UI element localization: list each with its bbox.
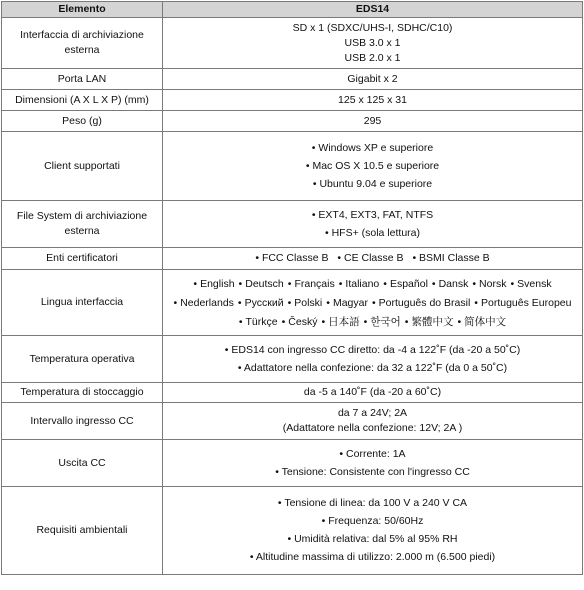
header-row	[2, 2, 583, 18]
language-item	[321, 314, 359, 330]
storage-value-sd: SD x 1 (SDXC/UHS-I, SDHC/C10)	[292, 21, 453, 34]
op-temp-item	[167, 343, 578, 358]
row-clients	[2, 132, 583, 201]
bullet-icon: •	[383, 277, 387, 290]
value-storage-temperature: da -5 a 140˚F (da -20 a 60˚C)	[163, 383, 583, 403]
bullet-icon: •	[281, 315, 286, 328]
cert-item-text: CE Classe B	[343, 252, 404, 264]
label-languages: Lingua interfaccia	[2, 270, 163, 336]
value-filesystem	[163, 201, 583, 248]
language-row	[167, 314, 578, 330]
filesystem-item	[167, 226, 578, 241]
row-filesystem	[2, 201, 583, 248]
bullet-icon: •	[371, 296, 376, 309]
row-operating-temperature	[2, 336, 583, 383]
language-label: Český	[288, 315, 318, 328]
row-languages	[2, 270, 583, 336]
language-item	[238, 295, 284, 311]
row-dc-input	[2, 403, 583, 440]
label-certifications: Enti certificatori	[2, 248, 163, 270]
language-label: Svensk	[517, 277, 552, 290]
label-filesystem: File System di archiviazione esterna	[2, 201, 163, 248]
filesystem-item-text: HFS+ (sola lettura)	[331, 226, 420, 239]
bullet-icon: •	[337, 252, 342, 264]
cert-item	[412, 251, 489, 266]
bullet-icon: •	[472, 277, 477, 290]
label-weight: Peso (g)	[2, 111, 163, 132]
bullet-icon: •	[404, 315, 409, 328]
client-item-text: Mac OS X 10.5 e superiore	[312, 159, 440, 172]
value-weight: 295	[163, 111, 583, 132]
language-item	[326, 295, 368, 311]
language-item	[472, 276, 506, 292]
language-row	[167, 276, 578, 292]
cert-item	[337, 251, 403, 266]
language-item	[383, 276, 428, 292]
header-element: Elemento	[2, 2, 163, 18]
value-storage-interface	[163, 18, 583, 69]
language-label: Dansk	[438, 277, 469, 290]
language-label: Nederlands	[180, 296, 234, 309]
bullet-icon: •	[238, 315, 243, 328]
row-dimensions	[2, 90, 583, 111]
environment-item	[167, 496, 578, 511]
environment-item-text: Frequenza: 50/60Hz	[328, 515, 424, 527]
bullet-icon: •	[412, 252, 417, 264]
op-temp-item-text: Adattatore nella confezione: da 32 a 122˚F (da 0 a 50˚C)	[243, 361, 508, 374]
header-model: EDS14	[163, 2, 583, 18]
value-languages	[163, 270, 583, 336]
language-item	[174, 295, 234, 311]
language-item	[457, 314, 506, 330]
label-dc-input: Intervallo ingresso CC	[2, 403, 163, 440]
cert-item	[255, 251, 328, 266]
label-clients: Client supportati	[2, 132, 163, 201]
bullet-icon: •	[363, 315, 368, 328]
bullet-icon: •	[287, 533, 292, 545]
label-lan: Porta LAN	[2, 69, 163, 90]
value-certifications	[163, 248, 583, 270]
dc-input-adapter: (Adattatore nella confezione: 12V; 2A )	[282, 422, 463, 434]
language-label: Français	[294, 277, 335, 290]
row-storage-temperature	[2, 383, 583, 403]
bullet-icon: •	[474, 296, 478, 309]
language-item	[364, 314, 401, 330]
language-item	[405, 314, 454, 330]
row-lan	[2, 69, 583, 90]
language-label: 简体中文	[464, 315, 507, 328]
bullet-icon: •	[457, 315, 462, 328]
spec-table	[1, 1, 583, 575]
bullet-icon: •	[321, 315, 326, 328]
environment-item-text: Umidità relativa: dal 5% al 95% RH	[294, 533, 458, 545]
bullet-icon: •	[173, 296, 178, 309]
bullet-icon: •	[311, 208, 316, 221]
value-clients	[163, 132, 583, 201]
dc-input-range: da 7 a 24V; 2A	[337, 407, 408, 419]
bullet-icon: •	[255, 252, 260, 264]
client-item	[167, 141, 578, 156]
value-dc-output	[163, 440, 583, 487]
row-environment	[2, 487, 583, 575]
bullet-icon: •	[287, 277, 292, 290]
language-label: 繁體中文	[411, 315, 454, 328]
language-item	[193, 276, 234, 292]
bullet-icon: •	[510, 277, 515, 290]
dc-output-item	[167, 447, 578, 462]
environment-item	[167, 514, 578, 529]
language-label: Español	[389, 277, 428, 290]
language-item	[239, 314, 278, 330]
row-certifications	[2, 248, 583, 270]
language-label: 日本語	[328, 315, 360, 328]
bullet-icon: •	[277, 497, 282, 509]
environment-item	[167, 532, 578, 547]
value-operating-temperature	[163, 336, 583, 383]
storage-value-usb3: USB 3.0 x 1	[344, 36, 401, 49]
bullet-icon: •	[287, 296, 292, 309]
language-item	[432, 276, 468, 292]
language-label: Русский	[244, 296, 284, 309]
language-label: English	[200, 277, 235, 290]
bullet-icon: •	[326, 296, 330, 309]
row-dc-output	[2, 440, 583, 487]
storage-value-usb2: USB 2.0 x 1	[344, 51, 401, 64]
language-label: 한국어	[370, 315, 401, 328]
bullet-icon: •	[237, 361, 242, 374]
label-operating-temperature: Temperatura operativa	[2, 336, 163, 383]
language-item	[239, 276, 284, 292]
label-environment: Requisiti ambientali	[2, 487, 163, 575]
value-lan: Gigabit x 2	[163, 69, 583, 90]
language-item	[339, 276, 380, 292]
row-storage-interface	[2, 18, 583, 69]
bullet-icon: •	[249, 551, 254, 563]
language-item	[474, 295, 571, 311]
client-item	[167, 159, 578, 174]
environment-item-text: Altitudine massima di utilizzo: 2.000 m (6.500 piedi)	[255, 551, 496, 563]
label-storage-interface: Interfaccia di archiviazione esterna	[2, 18, 163, 69]
filesystem-item	[167, 208, 578, 223]
bullet-icon: •	[311, 141, 316, 154]
language-item	[282, 314, 318, 330]
language-item	[288, 295, 323, 311]
dc-output-item-text: Corrente: 1A	[346, 447, 406, 460]
environment-item	[167, 550, 578, 565]
op-temp-item-text: EDS14 con ingresso CC diretto: da -4 a 122˚F (da -20 a 50˚C)	[231, 343, 521, 356]
language-label: Norsk	[479, 277, 507, 290]
language-item	[372, 295, 470, 311]
language-row	[167, 295, 578, 311]
dc-output-item	[167, 465, 578, 480]
bullet-icon: •	[312, 177, 317, 190]
filesystem-item-text: EXT4, EXT3, FAT, NTFS	[318, 208, 434, 221]
client-item-text: Ubuntu 9.04 e superiore	[319, 177, 433, 190]
dc-output-item-text: Tensione: Consistente con l'ingresso CC	[281, 465, 470, 478]
language-label: Português do Brasil	[378, 296, 471, 309]
language-label: Italiano	[345, 277, 380, 290]
bullet-icon: •	[338, 277, 343, 290]
cert-item-text: BSMI Classe B	[419, 252, 490, 264]
row-weight	[2, 111, 583, 132]
language-label: Deutsch	[245, 277, 284, 290]
cert-item-text: FCC Classe B	[261, 252, 329, 264]
value-dimensions: 125 x 125 x 31	[163, 90, 583, 111]
client-item	[167, 177, 578, 192]
value-dc-input	[163, 403, 583, 440]
bullet-icon: •	[224, 343, 229, 356]
bullet-icon: •	[305, 159, 310, 172]
bullet-icon: •	[193, 277, 198, 290]
label-dc-output: Uscita CC	[2, 440, 163, 487]
bullet-icon: •	[339, 447, 344, 460]
language-label: Türkçe	[245, 315, 278, 328]
language-list	[167, 276, 578, 330]
bullet-icon: •	[321, 515, 326, 527]
language-label: Magyar	[332, 296, 368, 309]
language-item	[510, 276, 551, 292]
language-label: Português Europeu	[480, 296, 572, 309]
label-storage-temperature: Temperatura di stoccaggio	[2, 383, 163, 403]
bullet-icon: •	[324, 226, 329, 239]
bullet-icon: •	[431, 277, 436, 290]
bullet-icon: •	[238, 277, 243, 290]
bullet-icon: •	[237, 296, 242, 309]
language-item	[288, 276, 335, 292]
language-label: Polski	[294, 296, 323, 309]
environment-item-text: Tensione di linea: da 100 V a 240 V CA	[284, 497, 468, 509]
client-item-text: Windows XP e superiore	[318, 141, 434, 154]
label-dimensions: Dimensioni (A X L X P) (mm)	[2, 90, 163, 111]
bullet-icon: •	[275, 465, 279, 478]
op-temp-item	[167, 361, 578, 376]
value-environment	[163, 487, 583, 575]
